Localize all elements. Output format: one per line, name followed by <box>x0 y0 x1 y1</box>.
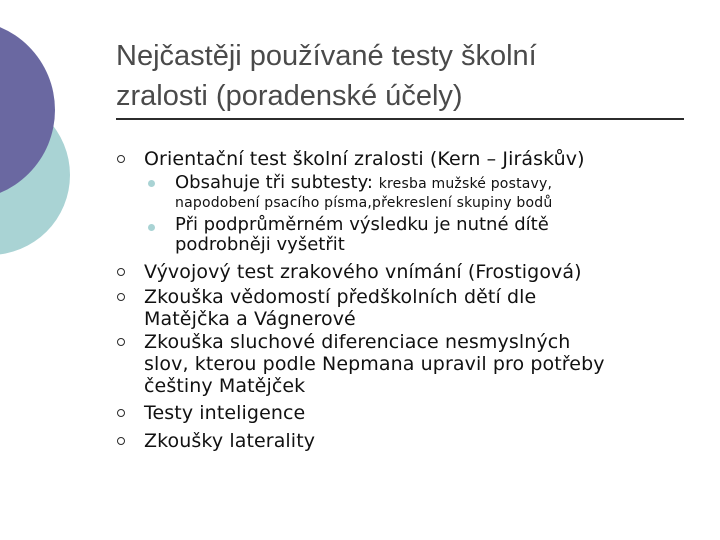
decorative-circles <box>0 0 120 300</box>
item-text: Obsahuje tři subtesty: <box>175 172 373 193</box>
bullet-ring-icon <box>117 155 125 163</box>
list-item <box>175 215 549 255</box>
list-item <box>144 148 585 170</box>
bullet-ring-icon <box>117 409 125 417</box>
item-text: Při podprůměrném výsledku je nutné dítě <box>175 214 549 235</box>
list-item <box>144 261 582 283</box>
item-text: Matějčka a Vágnerové <box>144 308 356 330</box>
title-line-1: Nejčastěji používané testy školní <box>116 40 537 72</box>
item-text: podrobněji vyšetřit <box>175 234 345 255</box>
item-text: Zkouška sluchové diferenciace nesmyslných <box>144 331 571 353</box>
list-item <box>144 331 605 397</box>
item-detail-line: napodobení psacího písma,překreslení skupiny bodů <box>175 195 553 211</box>
item-text: Vývojový test zrakového vnímání (Frostigová) <box>144 261 582 283</box>
list-item <box>144 286 536 330</box>
list-item <box>175 173 552 194</box>
bullet-ring-icon <box>117 268 125 276</box>
list-item <box>144 430 315 452</box>
item-text: Zkoušky laterality <box>144 430 316 452</box>
slide-title <box>116 36 696 116</box>
list-item <box>144 402 305 424</box>
item-text: slov, kterou podle Nepmana upravil pro potřeby <box>144 353 605 375</box>
bullet-ring-icon <box>117 437 125 445</box>
bullet-dot-icon <box>148 224 155 231</box>
title-divider <box>116 118 684 120</box>
bullet-ring-icon <box>117 338 125 346</box>
item-text: Orientační test školní zralosti (Kern – Jiráskův) <box>144 148 585 170</box>
item-detail: kresba mužské postavy, <box>378 176 553 192</box>
title-line-2: zralosti (poradenské účely) <box>116 80 463 112</box>
bullet-ring-icon <box>117 293 125 301</box>
item-text: Testy inteligence <box>144 402 306 424</box>
item-text: češtiny Matějček <box>144 375 306 397</box>
item-text: Zkouška vědomostí předškolních dětí dle <box>144 286 537 308</box>
bullet-dot-icon <box>148 180 155 187</box>
